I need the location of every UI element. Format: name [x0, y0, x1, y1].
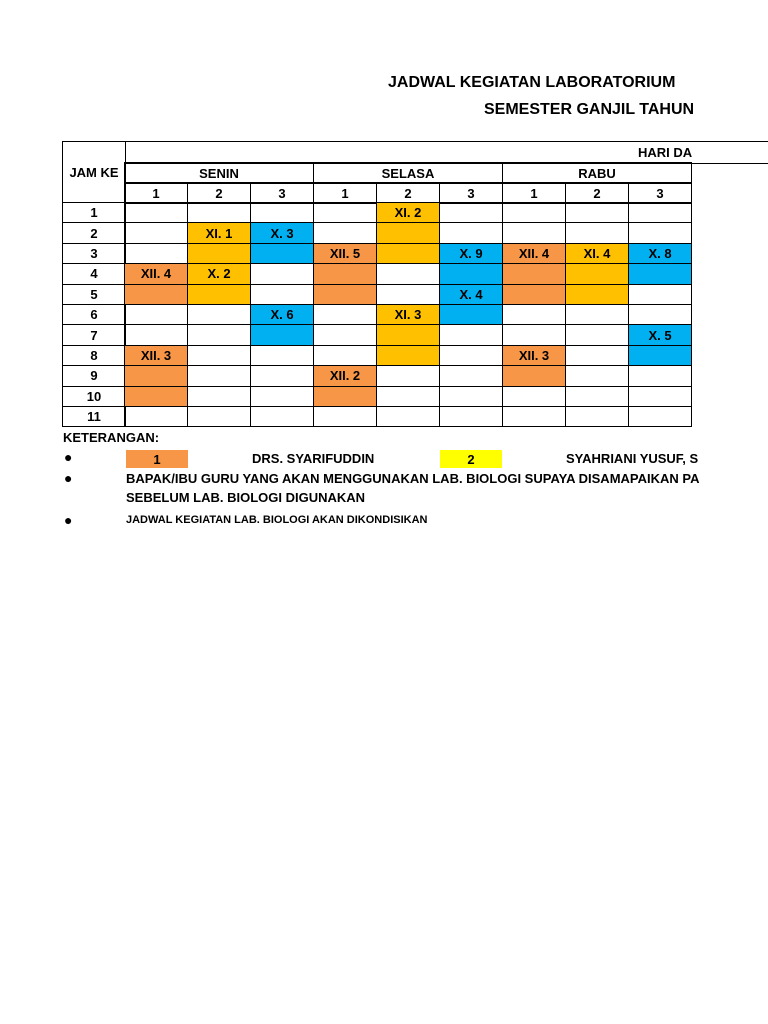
class-slot: X. 5 [628, 324, 692, 345]
day-header-senin: SENIN [124, 162, 314, 184]
empty-slot [565, 263, 629, 284]
page-subtitle: SEMESTER GANJIL TAHUN [484, 101, 695, 118]
empty-slot [565, 284, 629, 305]
period-header: 1 [124, 182, 188, 204]
empty-slot [124, 324, 188, 345]
class-slot: XII. 4 [502, 243, 566, 264]
empty-slot [250, 284, 314, 305]
empty-slot [565, 324, 629, 345]
empty-slot [439, 304, 503, 325]
class-slot: X. 8 [628, 243, 692, 264]
empty-slot [376, 284, 440, 305]
empty-slot [313, 202, 377, 223]
empty-slot [376, 243, 440, 264]
legend-name-2: SYAHRIANI YUSUF, S [566, 451, 699, 466]
empty-slot [124, 222, 188, 243]
bullet-icon: ● [64, 470, 73, 486]
empty-slot [628, 406, 692, 427]
empty-slot [502, 365, 566, 386]
empty-slot [439, 324, 503, 345]
keterangan-label: KETERANGAN: [63, 430, 160, 445]
jam-ke-cell: 11 [62, 406, 126, 427]
empty-slot [250, 202, 314, 223]
empty-slot [565, 386, 629, 407]
empty-slot [250, 406, 314, 427]
empty-slot [250, 324, 314, 345]
empty-slot [376, 345, 440, 366]
class-slot: XII. 4 [124, 263, 188, 284]
empty-slot [628, 263, 692, 284]
empty-slot [565, 304, 629, 325]
empty-slot [628, 202, 692, 223]
empty-slot [502, 284, 566, 305]
schedule-table [63, 142, 768, 428]
empty-slot [124, 304, 188, 325]
empty-slot [628, 345, 692, 366]
empty-slot [502, 386, 566, 407]
empty-slot [439, 345, 503, 366]
period-header: 2 [565, 182, 629, 204]
period-header: 1 [313, 182, 377, 204]
empty-slot [124, 284, 188, 305]
legend-name-1: DRS. SYARIFUDDIN [252, 451, 375, 466]
empty-slot [502, 222, 566, 243]
jam-ke-cell: 4 [62, 263, 126, 284]
jam-ke-cell: 2 [62, 222, 126, 243]
empty-slot [124, 202, 188, 223]
empty-slot [313, 304, 377, 325]
period-header: 3 [250, 182, 314, 204]
empty-slot [565, 345, 629, 366]
empty-slot [502, 324, 566, 345]
class-slot: XII. 3 [124, 345, 188, 366]
legend-swatch-2: 2 [440, 450, 502, 468]
empty-slot [439, 406, 503, 427]
period-header: 2 [187, 182, 251, 204]
class-slot: XI. 3 [376, 304, 440, 325]
empty-slot [313, 222, 377, 243]
empty-slot [628, 304, 692, 325]
class-slot: XII. 5 [313, 243, 377, 264]
class-slot: X. 6 [250, 304, 314, 325]
empty-slot [313, 324, 377, 345]
empty-slot [439, 202, 503, 223]
hari-header: HARI DA [125, 141, 768, 164]
empty-slot [187, 284, 251, 305]
class-slot: X. 3 [250, 222, 314, 243]
empty-slot [250, 365, 314, 386]
jam-ke-cell: 10 [62, 386, 126, 407]
jam-ke-cell: 5 [62, 284, 126, 305]
page-title: JADWAL KEGIATAN LABORATORIUM [388, 74, 676, 91]
empty-slot [376, 386, 440, 407]
day-header-selasa: SELASA [313, 162, 503, 184]
empty-slot [187, 324, 251, 345]
empty-slot [376, 365, 440, 386]
class-slot: X. 4 [439, 284, 503, 305]
class-slot: X. 9 [439, 243, 503, 264]
empty-slot [565, 202, 629, 223]
jam-ke-cell: 3 [62, 243, 126, 264]
period-header: 1 [502, 182, 566, 204]
empty-slot [187, 386, 251, 407]
empty-slot [313, 345, 377, 366]
empty-slot [124, 406, 188, 427]
legend-swatch-1: 1 [126, 450, 188, 468]
period-header: 3 [628, 182, 692, 204]
empty-slot [124, 386, 188, 407]
empty-slot [439, 365, 503, 386]
empty-slot [313, 284, 377, 305]
empty-slot [313, 386, 377, 407]
jam-ke-cell: 6 [62, 304, 126, 325]
empty-slot [628, 365, 692, 386]
note-1-line-2: SEBELUM LAB. BIOLOGI DIGUNAKAN [126, 490, 366, 505]
empty-slot [502, 304, 566, 325]
empty-slot [439, 222, 503, 243]
jam-ke-cell: 1 [62, 202, 126, 223]
empty-slot [187, 243, 251, 264]
empty-slot [313, 406, 377, 427]
bullet-icon: ● [64, 512, 73, 528]
empty-slot [565, 406, 629, 427]
empty-slot [187, 365, 251, 386]
empty-slot [376, 263, 440, 284]
empty-slot [502, 406, 566, 427]
jam-ke-header: JAM KE [62, 141, 126, 203]
empty-slot [376, 222, 440, 243]
empty-slot [187, 202, 251, 223]
jam-ke-cell: 9 [62, 365, 126, 386]
note-2: JADWAL KEGIATAN LAB. BIOLOGI AKAN DIKONDISIKAN [126, 514, 428, 526]
empty-slot [628, 284, 692, 305]
period-header: 3 [439, 182, 503, 204]
empty-slot [628, 222, 692, 243]
day-header-rabu: RABU [502, 162, 692, 184]
jam-ke-cell: 7 [62, 324, 126, 345]
bullet-icon: ● [64, 449, 73, 465]
period-header: 2 [376, 182, 440, 204]
empty-slot [439, 386, 503, 407]
empty-slot [565, 365, 629, 386]
empty-slot [376, 406, 440, 427]
jam-ke-cell: 8 [62, 345, 126, 366]
empty-slot [313, 263, 377, 284]
class-slot: XII. 2 [313, 365, 377, 386]
empty-slot [628, 386, 692, 407]
empty-slot [250, 263, 314, 284]
class-slot: XII. 3 [502, 345, 566, 366]
empty-slot [502, 202, 566, 223]
empty-slot [250, 345, 314, 366]
empty-slot [376, 324, 440, 345]
empty-slot [124, 365, 188, 386]
empty-slot [124, 243, 188, 264]
class-slot: XI. 1 [187, 222, 251, 243]
empty-slot [250, 386, 314, 407]
class-slot: XI. 4 [565, 243, 629, 264]
empty-slot [439, 263, 503, 284]
empty-slot [187, 345, 251, 366]
empty-slot [565, 222, 629, 243]
empty-slot [250, 243, 314, 264]
class-slot: XI. 2 [376, 202, 440, 223]
class-slot: X. 2 [187, 263, 251, 284]
note-1-line-1: BAPAK/IBU GURU YANG AKAN MENGGUNAKAN LAB. BIOLOGI SUPAYA DISAMAPAIKAN PA [126, 471, 700, 486]
empty-slot [187, 304, 251, 325]
empty-slot [502, 263, 566, 284]
empty-slot [187, 406, 251, 427]
